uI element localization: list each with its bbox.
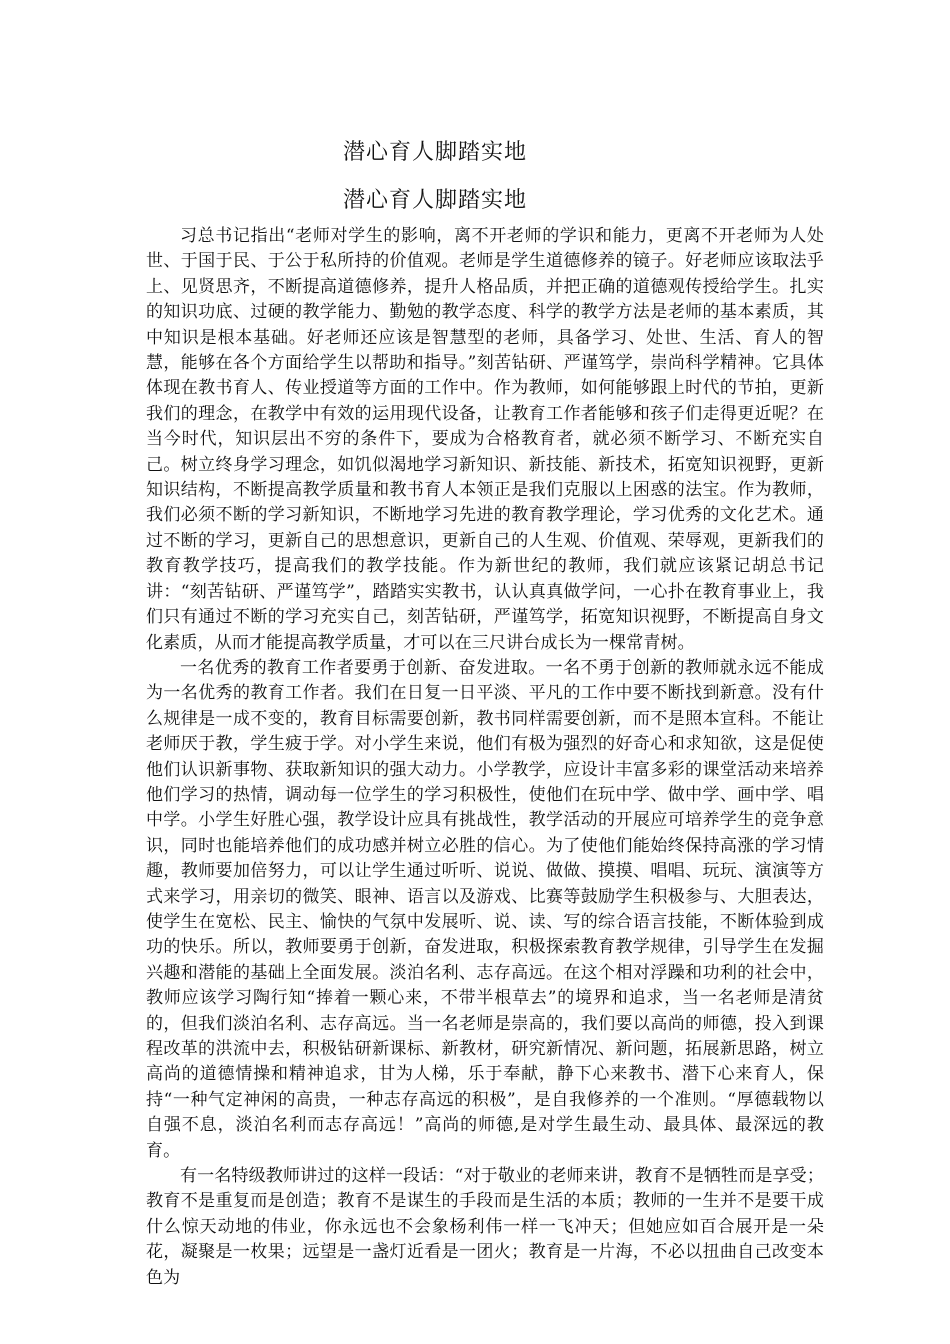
document-title-top: 潜心育人脚踏实地 — [342, 140, 527, 165]
document-title: 潜心育人脚踏实地 — [342, 188, 527, 213]
paragraph: 一名优秀的教育工作者要勇于创新、奋发进取。一名不勇于创新的教师就永远不能成为一名优秀的教育工作者。我们在日复一日平淡、平凡的工作中要不断找到新意。没有什么规律是一成不变的，教育目标需要创新，教书同样需要创新，而不是照本宣科。不能让老师厌于教，学生疲于学。对小学生来说，他们有极为强烈的好奇心和求知欲，这是促使他们认识新事物、获取新知识的强大动力。小学教学，应设计丰富多彩的课堂活动来培养他们学习的热情，调动每一位学生的学习积极性，使他们在玩中学、做中学、画中学、唱中学。小学生好胜心强，教学设计应具有挑战性，教学活动的开展应可培养学生的竞争意识，同时也能培养他们的成功感并树立必胜的信心。为了使他们能始终保持高涨的学习情趣，教师要加倍努力，可以让学生通过听听、说说、做做、摸摸、唱唱、玩玩、演演等方式来学习，用亲切的微笑、眼神、语言以及游戏、比赛等鼓励学生积极参与、大胆表达，使学生在宽松、民主、愉快的气氛中发展听、说、读、写的综合语言技能，不断体验到成功的快乐。所以，教师要勇于创新，奋发进取，积极探索教育教学规律，引导学生在发掘兴趣和潜能的基础上全面发展。淡泊名利、志存高远。在这个相对浮躁和功利的社会中，教师应该学习陶行知“捧着一颗心来，不带半根草去”的境界和追求，当一名老师是清贫的，但我们淡泊名利、志存高远。当一名老师是崇高的，我们要以高尚的师德，投入到课程改革的洪流中去，积极钻研新课标、新教材，研究新情况、新问题，拓展新思路，树立高尚的道德情操和精神追求，甘为人梯，乐于奉献，静下心来教书、潜下心来育人，保持“一种气定神闲的高贵，一种志存高远的积极”，是自我修养的一个准则。“厚德载物以自强不息，淡泊名利而志存高远！”高尚的师德,是对学生最生动、最具体、最深远的教育。 — [146, 657, 824, 1161]
paragraph: 习总书记指出“老师对学生的影响，离不开老师的学识和能力，更离不开老师为人处世、于国于民、于公于私所持的价值观。老师是学生道德修养的镜子。好老师应该取法乎上、见贤思齐，不断提高道德修养，提升人格品质，并把正确的道德观传授给学生。扎实的知识功底、过硬的教学能力、勤勉的教学态度、科学的教学方法是老师的基本素质，其中知识是根本基础。好老师还应该是智慧型的老师，具备学习、处世、生活、育人的智慧，能够在各个方面给学生以帮助和指导。”刻苦钻研、严谨笃学，崇尚科学精神。它具体体现在教书育人、传业授道等方面的工作中。作为教师，如何能够跟上时代的节拍，更新我们的理念，在教学中有效的运用现代设备，让教育工作者能够和孩子们走得更近呢？在当今时代，知识层出不穷的条件下，要成为合格教育者，就必须不断学习、不断充实自己。树立终身学习理念，如饥似渴地学习新知识、新技能、新技术，拓宽知识视野，更新知识结构，不断提高教学质量和教书育人本领正是我们克服以上困惑的法宝。作为教师，我们必须不断的学习新知识，不断地学习先进的教育教学理论，学习优秀的文化艺术。通过不断的学习，更新自己的思想意识，更新自己的人生观、价值观、荣辱观，更新我们的教育教学技巧，提高我们的教学技能。作为新世纪的教师，我们就应该紧记胡总书记讲：“刻苦钻研、严谨笃学”，踏踏实实教书，认认真真做学问，一心扑在教育事业上，我们只有通过不断的学习充实自己，刻苦钻研，严谨笃学，拓宽知识视野，不断提高自身文化素质，从而才能提高教学质量，才可以在三尺讲台成长为一棵常青树。 — [146, 226, 824, 653]
document-body — [146, 224, 824, 1291]
paragraph: 有一名特级教师讲过的这样一段话：“对于敬业的老师来讲，教育不是牺牲而是享受；教育不是重复而是创造；教育不是谋生的手段而是生活的本质；教师的一生并不是要干成什么惊天动地的伟业，你永远也不会象杨利伟一样一飞冲天；但她应如百合展开是一朵花，凝聚是一枚果；远望是一盏灯近看是一团火；教育是一片海，不必以扭曲自己改变本色为 — [146, 1166, 824, 1288]
